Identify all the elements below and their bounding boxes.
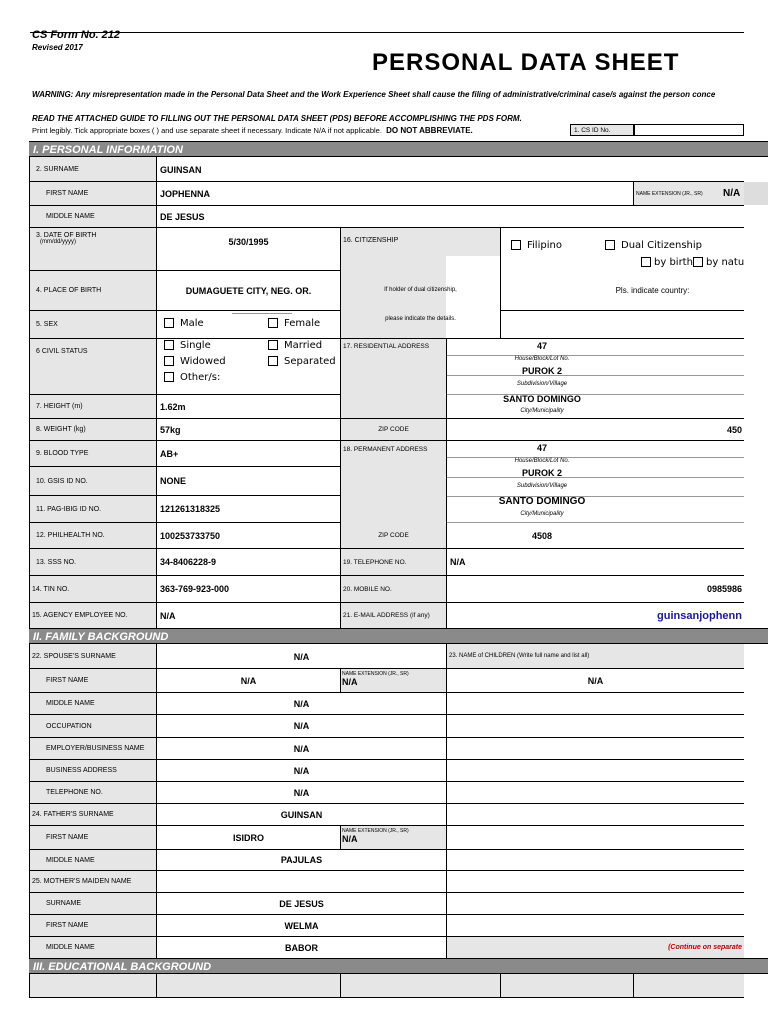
checkbox[interactable] xyxy=(605,240,615,250)
by-birth-label: by birth xyxy=(654,257,693,268)
father-middle-value[interactable]: PAJULAS xyxy=(280,855,323,865)
spouse-telephone-value[interactable]: N/A xyxy=(293,787,310,798)
spouse-surname-label: 22. SPOUSE'S SURNAME xyxy=(30,645,156,668)
first-name-label: FIRST NAME xyxy=(30,182,156,205)
children-value[interactable]: N/A xyxy=(587,675,604,686)
perm-zip-label: ZIP CODE xyxy=(341,523,446,548)
do-not-abbreviate: DO NOT ABBREVIATE. xyxy=(386,126,473,135)
spouse-ext-label: NAME EXTENSION (JR., SR) xyxy=(342,671,409,677)
civil-status-label: 6 CIVIL STATUS xyxy=(30,339,156,394)
father-ext-cell xyxy=(341,826,446,849)
spouse-surname-value[interactable]: N/A xyxy=(293,651,310,662)
checkbox[interactable] xyxy=(693,257,703,267)
permanent-address-label: 18. PERMANENT ADDRESS xyxy=(341,441,446,457)
surname-value[interactable]: GUINSAN xyxy=(160,164,202,175)
by-birth-option[interactable] xyxy=(641,257,693,268)
pob-label: 4. PLACE OF BIRTH xyxy=(30,271,156,310)
father-ext-value[interactable]: N/A xyxy=(342,834,358,844)
business-address-value[interactable]: N/A xyxy=(293,765,310,776)
res-subdivision-value[interactable]: PUROK 2 xyxy=(521,366,562,376)
checkbox[interactable] xyxy=(268,356,278,366)
dual-details-note: please indicate the details. xyxy=(385,316,456,322)
print-instructions xyxy=(32,126,473,135)
ext-shade xyxy=(744,182,768,205)
height-label: 7. HEIGHT (m) xyxy=(30,395,156,418)
warning-text: WARNING: Any misrepresentation made in the Personal Data Sheet and the Work Experience Sheet shall cause the filing of administrative/criminal case/s against the person conce xyxy=(32,90,716,99)
tin-label: 14. TIN NO. xyxy=(30,576,156,602)
res-city-value[interactable]: SANTO DOMINGO xyxy=(503,394,581,404)
sex-label: 5. SEX xyxy=(30,311,156,338)
middle-name-label: MIDDLE NAME xyxy=(30,206,156,227)
country-field[interactable] xyxy=(501,311,744,338)
res-city-caption: City/Municipality xyxy=(520,408,564,414)
gsis-value[interactable]: NONE xyxy=(160,476,187,486)
dual-holder-note: If holder of dual citizenship, xyxy=(384,287,457,293)
print-note: Print legibly. Tick appropriate boxes ( ) and use separate sheet if necessary. Indicate N/A if not applicable. xyxy=(32,126,382,135)
father-first-value[interactable]: ISIDRO xyxy=(232,832,264,843)
occupation-value[interactable]: N/A xyxy=(293,721,310,731)
middle-name-value[interactable]: DE JESUS xyxy=(160,211,205,222)
sss-value[interactable]: 34-8406228-9 xyxy=(160,557,217,567)
telephone-value[interactable]: N/A xyxy=(450,557,466,567)
read-guide-text: READ THE ATTACHED GUIDE TO FILLING OUT THE PERSONAL DATA SHEET (PDS) BEFORE ACCOMPLISHING THE PDS FORM. xyxy=(32,114,522,123)
checkbox[interactable] xyxy=(268,318,278,328)
dob-label: 3. DATE OF BIRTH xyxy=(36,232,97,239)
cs-id-label: 1. CS ID No. xyxy=(570,124,634,136)
mobile-label: 20. MOBILE NO. xyxy=(341,576,446,602)
civil-single-option[interactable] xyxy=(164,340,211,351)
mother-middle-label: MIDDLE NAME xyxy=(30,937,156,958)
civil-married-option[interactable] xyxy=(268,340,322,351)
res-zip-value[interactable]: 450 xyxy=(726,424,742,435)
by-naturalization-option[interactable] xyxy=(693,257,744,268)
mother-maiden-label: 25. MOTHER'S MAIDEN NAME xyxy=(30,871,156,892)
civil-widowed-label: Widowed xyxy=(180,356,226,367)
by-naturalization-label: by natu xyxy=(706,257,745,268)
mother-surname-value[interactable]: DE JESUS xyxy=(279,898,324,909)
father-first-label: FIRST NAME xyxy=(30,826,156,849)
name-extension-value[interactable]: N/A xyxy=(720,182,744,205)
mother-surname-label: SURNAME xyxy=(30,893,156,914)
cs-id-field[interactable] xyxy=(634,124,744,136)
spouse-first-label: FIRST NAME xyxy=(30,669,156,692)
mother-middle-value[interactable]: BABOR xyxy=(285,942,318,953)
father-surname-label: 24. FATHER'S SURNAME xyxy=(30,804,156,825)
employer-label: EMPLOYER/BUSINESS NAME xyxy=(30,738,156,759)
checkbox[interactable] xyxy=(268,340,278,350)
civil-single-label: Single xyxy=(180,340,211,351)
father-middle-label: MIDDLE NAME xyxy=(30,850,156,870)
spouse-ext-value[interactable]: N/A xyxy=(342,677,358,687)
email-value[interactable]: guinsanjophenn xyxy=(657,609,742,622)
sss-label: 13. SSS NO. xyxy=(30,549,156,575)
gsis-label: 10. GSIS ID NO. xyxy=(30,467,156,495)
continue-note: (Continue on separate xyxy=(447,937,744,958)
spouse-middle-label: MIDDLE NAME xyxy=(30,693,156,714)
telephone-label: 19. TELEPHONE NO. xyxy=(341,549,446,575)
civil-widowed-option[interactable] xyxy=(164,356,226,367)
checkbox[interactable] xyxy=(164,356,174,366)
dob-format: (mm/dd/yyyy) xyxy=(40,239,76,245)
spouse-first-value[interactable]: N/A xyxy=(240,675,257,686)
tin-value[interactable]: 363-769-923-000 xyxy=(160,584,230,594)
height-value[interactable]: 1.62m xyxy=(160,401,186,412)
res-zip-label: ZIP CODE xyxy=(341,419,446,440)
page-title: PERSONAL DATA SHEET xyxy=(372,49,680,76)
mobile-value[interactable]: 0985986 xyxy=(706,584,742,594)
pob-value[interactable]: DUMAGUETE CITY, NEG. OR. xyxy=(185,285,312,296)
form-number: CS Form No. 212 xyxy=(32,29,121,41)
name-extension-label: NAME EXTENSION (JR., SR) xyxy=(634,182,720,205)
sex-male-label: Male xyxy=(180,318,204,329)
weight-value[interactable]: 57kg xyxy=(160,424,181,435)
perm-city-value[interactable]: SANTO DOMINGO xyxy=(498,496,586,507)
checkbox[interactable] xyxy=(164,372,174,382)
civil-married-label: Married xyxy=(284,340,323,351)
father-surname-value[interactable]: GUINSAN xyxy=(280,809,323,820)
civil-other-option[interactable] xyxy=(164,372,220,383)
mother-first-value[interactable]: WELMA xyxy=(284,920,319,931)
surname-label: 2. SURNAME xyxy=(30,158,156,181)
checkbox[interactable] xyxy=(511,240,521,250)
citizen-dual-option[interactable] xyxy=(605,240,702,251)
employer-value[interactable]: N/A xyxy=(293,743,310,754)
res-subdivision-caption: Subdivision/Village xyxy=(516,381,568,387)
perm-house-value[interactable]: 47 xyxy=(536,443,547,453)
checkbox[interactable] xyxy=(641,257,651,267)
blood-type-value[interactable]: AB+ xyxy=(160,448,179,459)
sex-male-option[interactable] xyxy=(164,318,204,329)
res-house-value[interactable]: 47 xyxy=(536,341,547,351)
section-personal-information: I. PERSONAL INFORMATION xyxy=(29,141,768,157)
checkbox[interactable] xyxy=(164,318,174,328)
dob-label-cell xyxy=(30,228,156,270)
checkbox[interactable] xyxy=(164,340,174,350)
agency-employee-label: 15. AGENCY EMPLOYEE NO. xyxy=(30,603,156,628)
spouse-middle-value[interactable]: N/A xyxy=(293,698,310,709)
civil-separated-option[interactable] xyxy=(268,356,336,367)
revised-date: Revised 2017 xyxy=(32,43,83,52)
section-educational-background: III. EDUCATIONAL BACKGROUND xyxy=(29,958,768,974)
children-label: 23. NAME of CHILDREN (Write full name and list all) xyxy=(449,653,590,659)
res-house-caption: House/Block/Lot No. xyxy=(514,356,570,362)
sex-female-option[interactable] xyxy=(268,318,320,329)
perm-zip-value[interactable]: 4508 xyxy=(531,530,553,541)
citizenship-label: 16. CITIZENSHIP xyxy=(341,228,500,256)
education-header-row xyxy=(29,974,744,998)
business-address-label: BUSINESS ADDRESS xyxy=(30,760,156,781)
first-name-value[interactable]: JOPHENNA xyxy=(160,188,211,199)
perm-house-caption: House/Block/Lot No. xyxy=(514,458,570,464)
civil-separated-label: Separated xyxy=(284,356,336,367)
sex-female-label: Female xyxy=(284,318,321,329)
perm-subdivision-value[interactable]: PUROK 2 xyxy=(521,468,562,478)
indicate-country-note: Pls. indicate country: xyxy=(615,286,690,295)
email-label: 21. E-MAIL ADDRESS (if any) xyxy=(341,603,446,628)
section-family-background: II. FAMILY BACKGROUND xyxy=(29,628,768,644)
civil-other-label: Other/s: xyxy=(180,372,221,383)
citizen-filipino-label: Filipino xyxy=(527,240,562,251)
philhealth-value[interactable]: 100253733750 xyxy=(160,530,221,541)
citizen-filipino-option[interactable] xyxy=(511,240,562,251)
pagibig-label: 11. PAG-IBIG ID NO. xyxy=(30,496,156,522)
father-ext-label: NAME EXTENSION (JR., SR) xyxy=(342,828,409,834)
pagibig-value[interactable]: 121261318325 xyxy=(160,504,221,514)
perm-subdivision-caption: Subdivision/Village xyxy=(516,483,568,489)
dob-value[interactable]: 5/30/1995 xyxy=(228,237,269,247)
occupation-label: OCCUPATION xyxy=(30,715,156,737)
top-border xyxy=(30,32,744,33)
weight-label: 8. WEIGHT (kg) xyxy=(30,419,156,440)
residential-address-label: 17. RESIDENTIAL ADDRESS xyxy=(341,339,446,357)
spouse-ext-cell xyxy=(341,669,446,692)
mother-first-label: FIRST NAME xyxy=(30,915,156,936)
philhealth-label: 12. PHILHEALTH NO. xyxy=(30,523,156,548)
mother-maiden-value[interactable] xyxy=(157,871,446,892)
agency-employee-value[interactable]: N/A xyxy=(160,610,176,621)
blood-type-label: 9. BLOOD TYPE xyxy=(30,441,156,466)
perm-city-caption: City/Municipality xyxy=(520,511,564,517)
citizen-dual-label: Dual Citizenship xyxy=(621,240,702,251)
spouse-telephone-label: TELEPHONE NO. xyxy=(30,782,156,803)
